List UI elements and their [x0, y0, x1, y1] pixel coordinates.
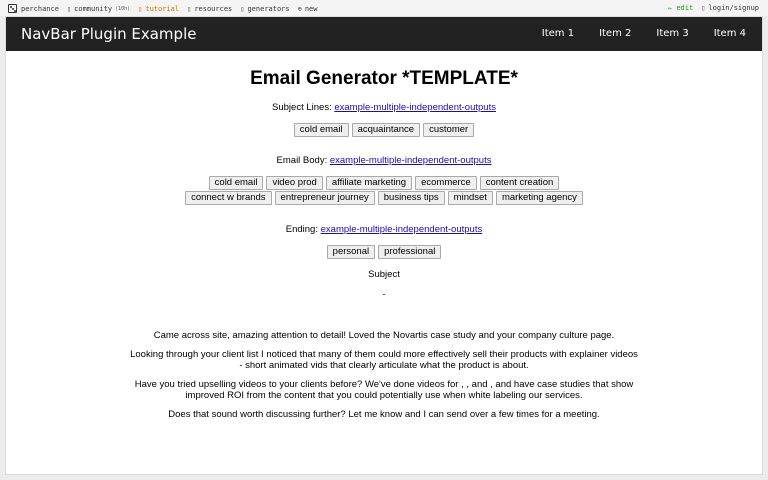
body-mindset-button[interactable]: mindset [448, 191, 493, 205]
folder-icon: ▯ [187, 4, 192, 13]
generators-link[interactable] [240, 5, 289, 13]
body-video-prod-button[interactable]: video prod [266, 176, 322, 190]
navbar-items [517, 28, 746, 39]
resources-label: resources [194, 4, 233, 13]
subject-value: - [382, 289, 386, 300]
nav-item-2[interactable]: Item 2 [599, 28, 632, 39]
community-label: community [74, 4, 113, 13]
email-paragraph-2: Looking through your client list I noticed that many of them could more effectively sell their products with explainer videos - short animated vids that clearly articulate what the product is about. [130, 349, 638, 371]
subject-lines-buttons [6, 123, 762, 137]
subject-lines-row [6, 102, 762, 114]
new-label: new [304, 4, 318, 13]
email-body-buttons-row2 [6, 191, 762, 205]
book-icon: ▯ [138, 4, 143, 13]
email-body-row [6, 155, 762, 167]
people-icon: ▯ [66, 4, 72, 13]
navbar-brand[interactable]: NavBar Plugin Example [21, 25, 197, 43]
body-entrepreneur-journey-button[interactable]: entrepreneur journey [275, 191, 375, 205]
perchance-link[interactable] [8, 4, 59, 13]
perchance-label: perchance [21, 4, 59, 13]
email-paragraph-4: Does that sound worth discussing further? Let me know and I can send over a few times for a meeting. [168, 409, 600, 420]
dice-icon [8, 4, 17, 13]
body-content-creation-button[interactable]: content creation [480, 176, 560, 190]
generators-label: generators [247, 4, 290, 13]
body-affiliate-marketing-button[interactable]: affiliate marketing [326, 176, 412, 190]
email-paragraph-1: Came across site, amazing attention to detail! Loved the Novartis case study and your company culture page. [153, 330, 615, 341]
ending-label: Ending: [285, 224, 321, 235]
new-link[interactable] [298, 5, 318, 13]
ending-personal-button[interactable]: personal [327, 245, 375, 259]
body-connect-brands-button[interactable]: connect w brands [185, 191, 271, 205]
email-body-link[interactable]: example-multiple-independent-outputs [329, 155, 492, 166]
ending-buttons [6, 245, 762, 259]
body-marketing-agency-button[interactable]: marketing agency [496, 191, 583, 205]
email-body-label: Email Body: [276, 155, 330, 166]
topbar-left [8, 4, 326, 13]
page-title: Email Generator *TEMPLATE* [250, 68, 518, 89]
nav-item-4[interactable]: Item 4 [713, 28, 746, 39]
subject-lines-link[interactable]: example-multiple-independent-outputs [334, 102, 496, 113]
nav-item-3[interactable]: Item 3 [656, 28, 689, 39]
main-content [6, 51, 762, 420]
generator-frame [5, 16, 763, 475]
subject-lines-label: Subject Lines: [272, 102, 335, 113]
navbar [6, 17, 762, 51]
tutorial-link[interactable] [138, 5, 179, 13]
community-link[interactable] [67, 5, 130, 13]
topbar-right [668, 4, 759, 12]
email-body-buttons-row1 [6, 176, 762, 190]
pencil-icon: ✏ [667, 4, 673, 12]
ending-link[interactable]: example-multiple-independent-outputs [320, 224, 483, 235]
subject-cold-email-button[interactable]: cold email [294, 123, 349, 137]
body-business-tips-button[interactable]: business tips [378, 191, 445, 205]
community-count: (10h) [115, 5, 131, 12]
site-topbar [0, 0, 768, 16]
tools-icon: ▯ [240, 4, 245, 13]
subject-customer-button[interactable]: customer [423, 123, 474, 137]
login-label: login/signup [708, 4, 759, 12]
login-link[interactable] [701, 4, 759, 12]
ending-row [6, 224, 762, 236]
subject-acquaintance-button[interactable]: acquaintance [352, 123, 421, 137]
user-icon: ▯ [701, 4, 706, 12]
plus-circle-icon: ⊕ [297, 4, 302, 13]
body-ecommerce-button[interactable]: ecommerce [415, 176, 477, 190]
body-cold-email-button[interactable]: cold email [209, 176, 264, 190]
resources-link[interactable] [187, 5, 232, 13]
subject-heading: Subject [368, 269, 400, 280]
edit-label: edit [676, 4, 694, 12]
nav-item-1[interactable]: Item 1 [541, 28, 575, 39]
email-paragraph-3: Have you tried upselling videos to your clients before? We've done videos for , , and , and have case studies that show improved ROI from the content that you could potentially use when white labeling our services. [134, 379, 634, 401]
edit-link[interactable] [668, 4, 693, 12]
ending-professional-button[interactable]: professional [378, 245, 441, 259]
tutorial-label: tutorial [145, 4, 180, 13]
